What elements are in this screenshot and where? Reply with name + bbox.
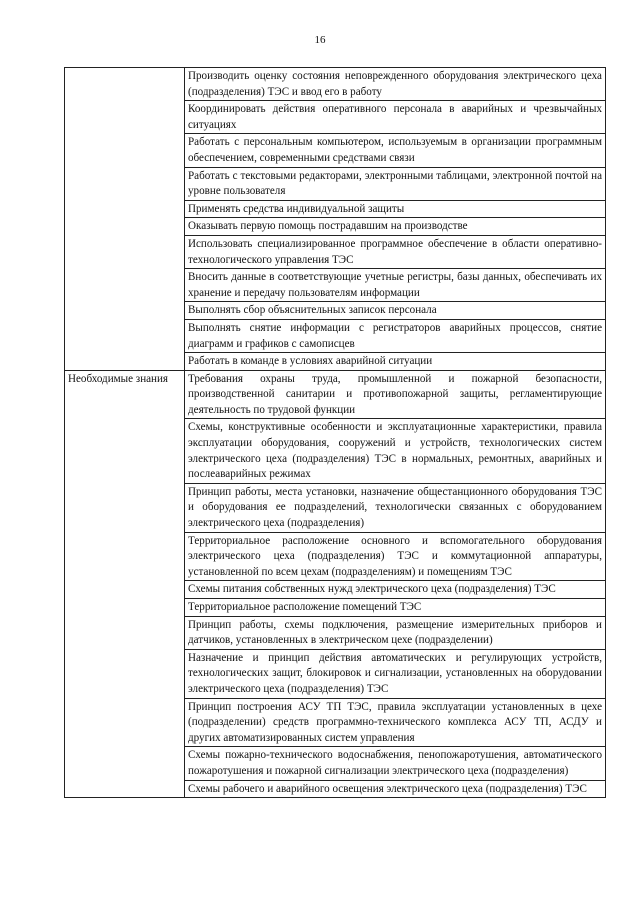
knowledge-item: Территориальное расположение основного и вспомогательного оборудования электрического цеха (подразделения) ТЭС и коммутационной аппаратуры, установленной по всем цехам (подразделениям) и помещениям ТЭС xyxy=(185,532,606,581)
knowledge-item: Схемы, конструктивные особенности и эксплуатационные характеристики, правила эксплуатации оборудования, сооружений и устройств, технологических систем электрического цеха (подразделения) ТЭС в нормальных, ремонтных, аварийных и послеаварийных режимах xyxy=(185,419,606,483)
knowledge-item: Принцип работы, схемы подключения, размещение измерительных приборов и датчиков, установленных в электрическом цехе (подразделении) xyxy=(185,616,606,649)
knowledge-item: Схемы рабочего и аварийного освещения электрического цеха (подразделения) ТЭС xyxy=(185,780,606,798)
knowledge-item: Территориальное расположение помещений ТЭС xyxy=(185,599,606,617)
page-number: 16 xyxy=(314,34,326,46)
skill-item: Работать в команде в условиях аварийной ситуации xyxy=(185,353,606,371)
knowledge-item: Назначение и принцип действия автоматических и регулирующих устройств, технологических защит, блокировок и сигнализации, установленных на оборудовании электрического цеха (подразделения) ТЭС xyxy=(185,649,606,698)
skill-item: Работать с текстовыми редакторами, электронными таблицами, электронной почтой на уровне пользователя xyxy=(185,167,606,200)
skill-item: Оказывать первую помощь пострадавшим на производстве xyxy=(185,218,606,236)
skill-item: Работать с персональным компьютером, используемым в организации программным обеспечением, современными средствами связи xyxy=(185,134,606,167)
table-row xyxy=(65,68,606,101)
knowledge-item: Схемы пожарно-технического водоснабжения, пенопожаротушения, автоматического пожаротушения и пожарной сигнализации электрического цеха (подразделения) xyxy=(185,747,606,780)
knowledge-item: Принцип работы, места установки, назначение общестанционного оборудования ТЭС и оборудования ее подразделений, технологически связанных с оборудованием электрического цеха (подразделения) xyxy=(185,483,606,532)
competency-table xyxy=(64,67,606,798)
skill-item: Вносить данные в соответствующие учетные регистры, базы данных, обеспечивать их хранение и передачу пользователям информации xyxy=(185,269,606,302)
skill-item: Использовать специализированное программное обеспечение в области оперативно-технологического управления ТЭС xyxy=(185,235,606,268)
skill-item: Выполнять снятие информации с регистраторов аварийных процессов, снятие диаграмм и графиков с самописцев xyxy=(185,319,606,352)
knowledge-label-cell: Необходимые знания xyxy=(65,370,185,797)
table-row xyxy=(65,370,606,419)
knowledge-item: Принцип построения АСУ ТП ТЭС, правила эксплуатации установленных в цехе (подразделении) средств программно-технического комплекса АСУ ТП, АСДУ и других автоматизированных систем управления xyxy=(185,698,606,747)
skills-label-cell xyxy=(65,68,185,371)
skill-item: Выполнять сбор объяснительных записок персонала xyxy=(185,302,606,320)
knowledge-item: Требования охраны труда, промышленной и пожарной безопасности, производственной санитарии и противопожарной защиты, регламентирующие деятельность по трудовой функции xyxy=(185,370,606,419)
knowledge-item: Схемы питания собственных нужд электрического цеха (подразделения) ТЭС xyxy=(185,581,606,599)
skill-item: Координировать действия оперативного персонала в аварийных и чрезвычайных ситуациях xyxy=(185,101,606,134)
skill-item: Применять средства индивидуальной защиты xyxy=(185,200,606,218)
skill-item: Производить оценку состояния неповрежденного оборудования электрического цеха (подразделения) ТЭС и ввод его в работу xyxy=(185,68,606,101)
